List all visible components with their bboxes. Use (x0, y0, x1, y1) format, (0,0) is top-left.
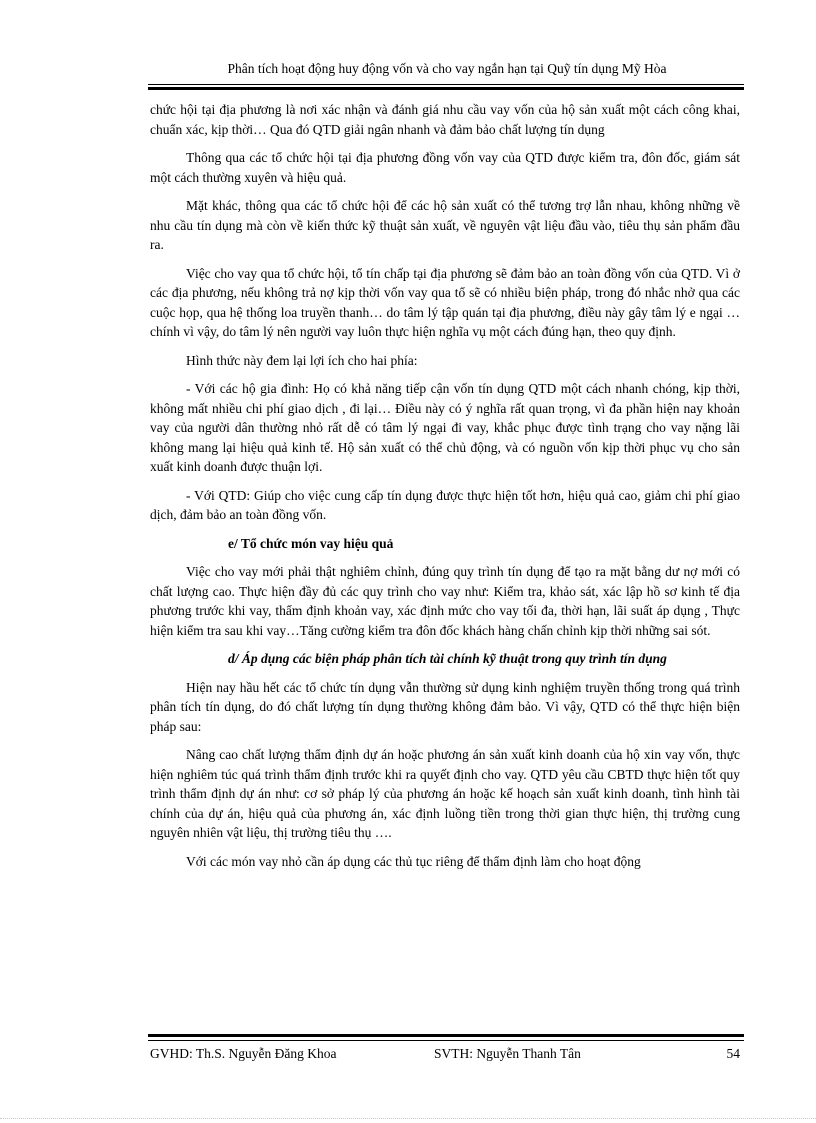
list-item-qtd: - Với QTD: Giúp cho việc cung cấp tín dụng được thực hiện tốt hơn, hiệu quả cao, giảm chi phí giao dịch, đảm bảo an toàn đồng vốn. (150, 487, 740, 522)
section-heading-d: d/ Áp dụng các biện pháp phân tích tài chính kỹ thuật trong quy trình tín dụng (228, 651, 667, 666)
paragraph: Hiện nay hầu hết các tổ chức tín dụng vẫn thường sử dụng kinh nghiệm truyền thống trong quá trình phân tích tín dụng, do đó chất lượng tín dụng thường không đảm bảo. Vì vậy, QTD có thể thực hiện biện pháp sau: (150, 679, 740, 734)
paragraph: Việc cho vay qua tổ chức hội, tổ tín chấp tại địa phương sẽ đảm bảo an toàn đồng vốn của QTD. Vì ở các địa phương, nếu không trả nợ kịp thời vốn vay qua tổ sẽ có nhiều biện pháp, trong đó nhắc nhở qua các cuộc họp, qua hệ thống loa truyền thanh… do tâm lý tập quán tại địa phương, điều này gây tâm lý e ngại … chính vì vậy, do tâm lý nên người vay luôn thực hiện nghĩa vụ một cách đúng hạn, theo quy định. (150, 265, 740, 339)
footer-rule-thick (148, 1034, 744, 1037)
body-text (150, 100, 740, 880)
section-heading-e: e/ Tổ chức món vay hiệu quả (228, 535, 394, 551)
paragraph-continuation: chức hội tại địa phương là nơi xác nhận và đánh giá nhu cầu vay vốn của hộ sản xuất một cách công khai, chuẩn xác, kịp thời… Qua đó QTD giải ngân nhanh và đảm bảo chất lượng tín dụng (150, 102, 740, 137)
footer-rule-thin (148, 1040, 744, 1041)
paragraph: Mặt khác, thông qua các tổ chức hội để các hộ sản xuất có thể tương trợ lẫn nhau, không những về nhu cầu tín dụng mà còn về kiến thức kỹ thuật sản xuất, về nguyên vật liệu đầu vào, tiêu thụ sản phẩm đầu ra. (150, 198, 740, 252)
page-boundary-dotted-line (0, 1118, 816, 1119)
paragraph: Hình thức này đem lại lợi ích cho hai phía: (186, 352, 418, 368)
footer-supervisor: GVHD: Th.S. Nguyễn Đăng Khoa (150, 1046, 337, 1061)
running-header-title: Phân tích hoạt động huy động vốn và cho vay ngắn hạn tại Quỹ tín dụng Mỹ Hòa (227, 61, 667, 76)
page-number: 54 (726, 1046, 740, 1061)
list-item-households: - Với các hộ gia đình: Họ có khả năng tiếp cận vốn tín dụng QTD một cách nhanh chóng, kịp thời, không mất nhiều chi phí giao dịch , đi lại… Điều này có ý nghĩa rất quan trọng, vì đa phần hiện nay khoản vay của người dân thường nhỏ rất dễ có tâm lý ngại đi vay, khắc phục được tình trạng cho vay nặng lãi không mang lại hiệu quả kinh tế. Hộ sản xuất có thể chủ động, và có nguồn vốn kịp thời phục vụ cho sản xuất kinh doanh được thuận lợi. (150, 381, 740, 474)
header-rule-thin (148, 84, 744, 85)
header-rule-thick (148, 87, 744, 90)
paragraph: Thông qua các tổ chức hội tại địa phương đồng vốn vay của QTD được kiểm tra, đôn đốc, giám sát một cách thường xuyên và hiệu quả. (150, 150, 740, 185)
paragraph: Với các món vay nhỏ cần áp dụng các thủ tục riêng để thẩm định làm cho hoạt động (186, 853, 641, 869)
paragraph: Nâng cao chất lượng thẩm định dự án hoặc phương án sản xuất kinh doanh của hộ xin vay vốn, thực hiện nghiêm túc quá trình thẩm định trước khi ra quyết định cho vay. QTD yêu cầu CBTD thực hiện tốt quy trình thẩm định dự án như: cơ sở pháp lý của phương án hoặc kế hoạch sản xuất kinh doanh, tình hình tài chính của dự án, hiệu quả của phương án, xác định luồng tiền trong thời gian thực hiện, thị trường cung nguyên nhiên vật liệu, thị trường tiêu thụ …. (150, 747, 740, 840)
paragraph: Việc cho vay mới phải thật nghiêm chỉnh, đúng quy trình tín dụng để tạo ra mặt bằng dư nợ mới có chất lượng cao. Thực hiện đầy đủ các quy trình cho vay như: Kiểm tra, khảo sát, xác lập hồ sơ kinh tế địa phương trước khi vay, thẩm định khoản vay, xác định mức cho vay tối đa, thời hạn, lãi suất áp dụng , Thực hiện kiểm tra sau khi vay…Tăng cường kiểm tra đôn đốc khách hàng chấn chỉnh kịp thời những sai sót. (150, 564, 740, 638)
footer-student: SVTH: Nguyễn Thanh Tân (434, 1046, 581, 1061)
